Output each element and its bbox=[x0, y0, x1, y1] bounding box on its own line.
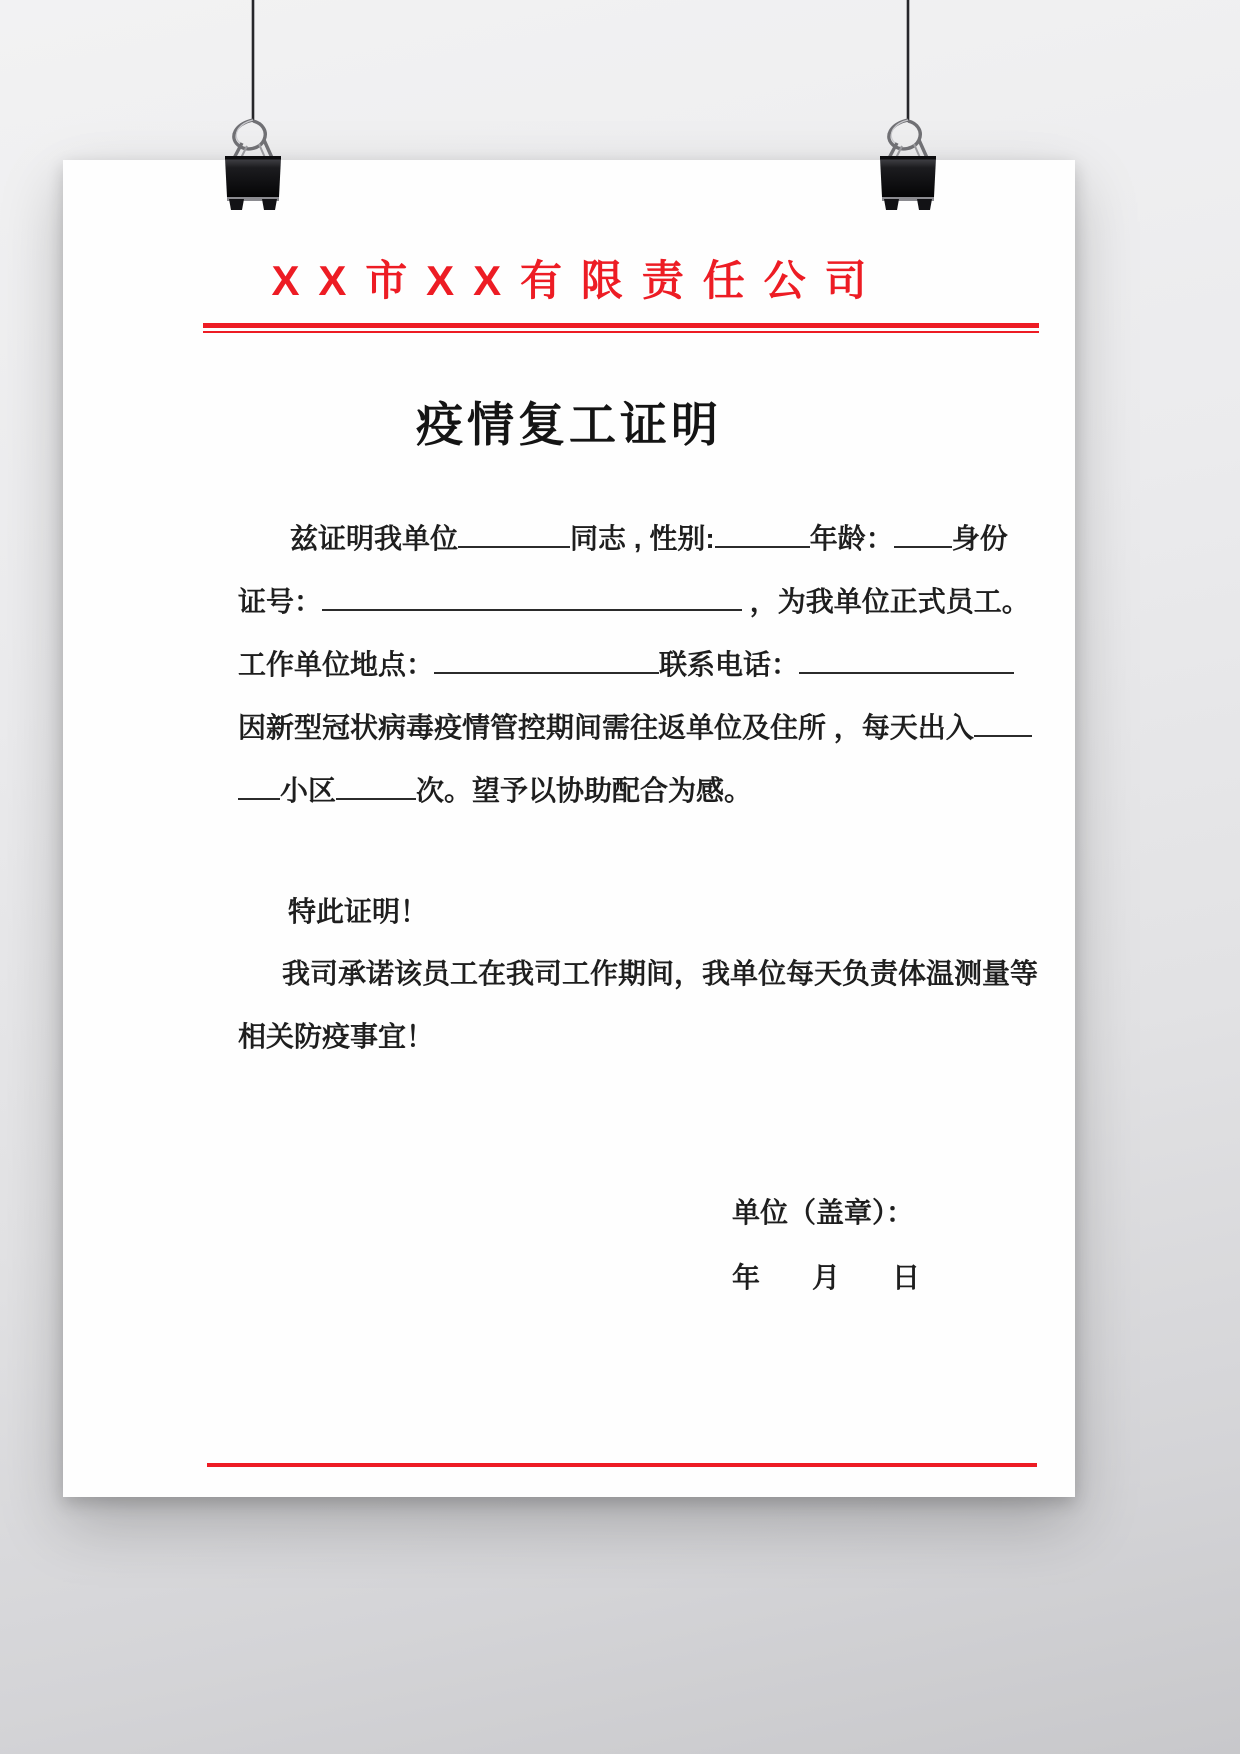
seal-label: 单位（盖章）： bbox=[732, 1197, 915, 1228]
blank-underline bbox=[336, 754, 416, 800]
certificate-paper bbox=[63, 160, 1075, 1497]
blank-underline bbox=[434, 628, 659, 674]
body-paragraph bbox=[238, 502, 1038, 817]
date-part: 月 bbox=[812, 1262, 841, 1293]
document-title: 疫情复工证明 bbox=[416, 398, 722, 451]
blank-underline bbox=[974, 691, 1032, 737]
header-rule-thin bbox=[203, 331, 1039, 333]
body-text-segment: ，为我单位正式员工。 bbox=[742, 586, 1030, 617]
blank-underline bbox=[715, 502, 810, 548]
date-line bbox=[732, 1258, 920, 1298]
blank-underline bbox=[458, 502, 570, 548]
binder-clip-icon bbox=[868, 0, 948, 212]
body-text-segment: 证号： bbox=[238, 586, 323, 617]
body-text-segment: 次。望予以协助配合为感。 bbox=[416, 775, 753, 806]
header-rule bbox=[203, 323, 1039, 333]
blank-underline bbox=[238, 754, 280, 800]
promise-line: 相关防疫事宜！ bbox=[238, 1021, 435, 1052]
promise-line: 我司承诺该员工在我司工作期间，我单位每天负责体温测量等 bbox=[282, 958, 1039, 989]
body-text-segment: 同志 , 性别: bbox=[570, 523, 715, 554]
blank-underline bbox=[894, 502, 952, 548]
body-line bbox=[238, 502, 1038, 565]
date-part: 日 bbox=[892, 1262, 921, 1293]
body-text-segment: 小区 bbox=[280, 775, 337, 806]
promise-paragraph bbox=[238, 942, 1038, 1068]
body-text-segment: 联系电话： bbox=[659, 649, 800, 680]
body-text-segment: 兹证明我单位 bbox=[290, 523, 459, 554]
company-letterhead: XX市XX有限责任公司 bbox=[271, 257, 886, 304]
blank-underline bbox=[799, 628, 1014, 674]
body-text-segment: 工作单位地点： bbox=[238, 649, 435, 680]
blank-underline bbox=[322, 565, 742, 611]
body-text-segment: 身份 bbox=[951, 523, 1008, 554]
date-part: 年 bbox=[732, 1262, 761, 1293]
body-line bbox=[238, 754, 1038, 817]
closing-paragraph bbox=[238, 882, 1038, 1068]
body-line bbox=[238, 628, 1038, 691]
footer-rule bbox=[207, 1463, 1037, 1467]
binder-clip-icon bbox=[213, 0, 293, 212]
body-line bbox=[238, 565, 1038, 628]
body-text-segment: 年龄： bbox=[809, 523, 894, 554]
body-text-segment: 因新型冠状病毒疫情管控期间需往返单位及住所 ，每天出入 bbox=[238, 712, 974, 743]
closing-line: 特此证明！ bbox=[288, 896, 429, 927]
body-line bbox=[238, 691, 1038, 754]
signature-block bbox=[732, 1190, 920, 1298]
